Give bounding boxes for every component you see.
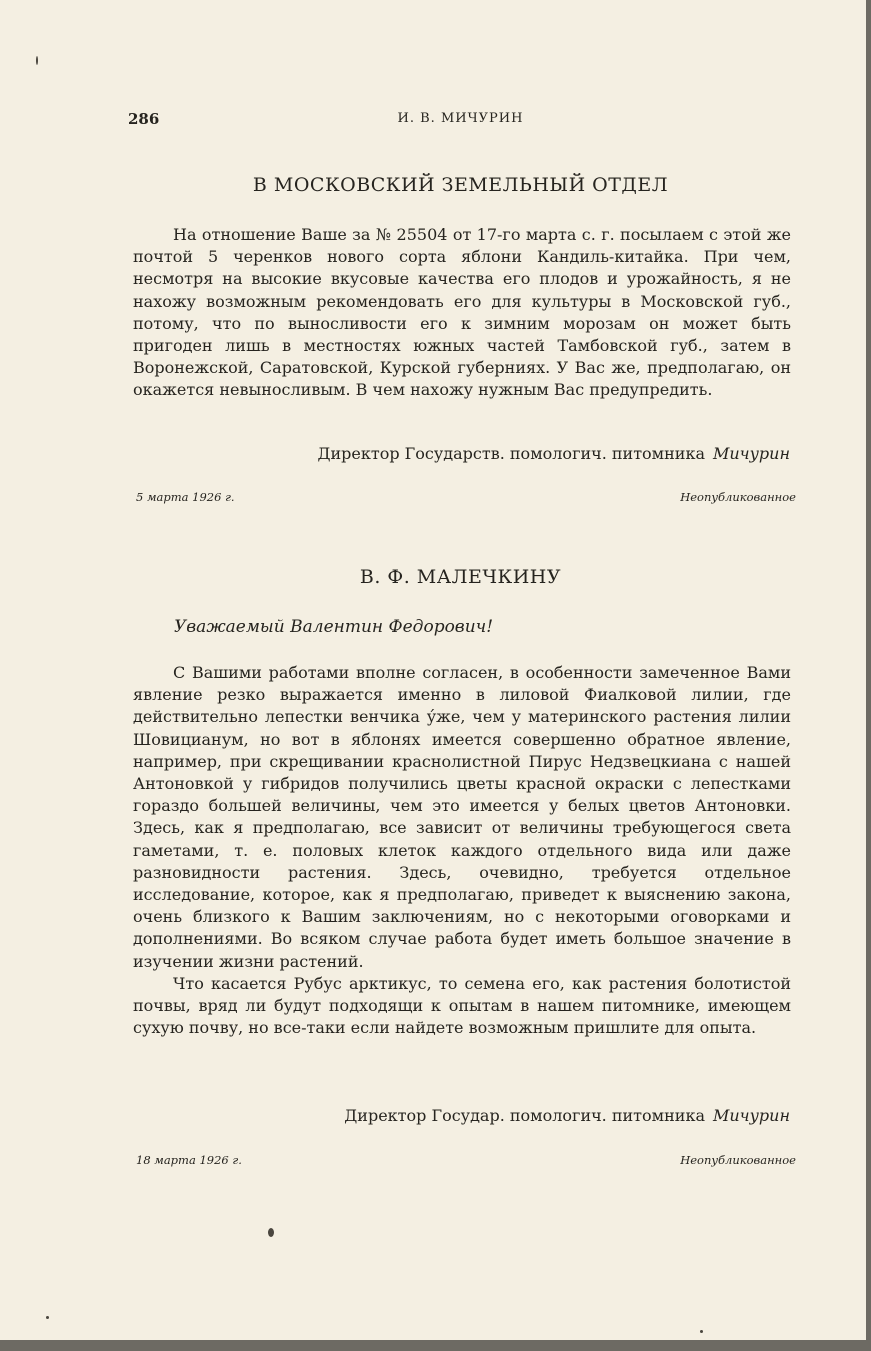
letter-1-signature-title: Директор Государств. помологич. питомника (317, 444, 705, 463)
letter-2-salutation: Уважаемый Валентин Федорович! (174, 617, 494, 637)
page-number: 286 (128, 110, 160, 128)
ink-speck (700, 1330, 703, 1333)
letter-2-meta (136, 1153, 796, 1169)
letter-1-paragraph: На отношение Ваше за № 25504 от 17-го марта с. г. посылаем с этой же почтой 5 черенков нового сорта яблони Кандиль-китайка. При чем, несмотря на высокие вкусовые качества его плодов и урожайность, я не нахожу возможным рекомендовать его для культуры в Московской губ., потому, что по выносливости его к зимним морозам он может быть пригоден лишь в местностях южных частей Тамбовской губ., затем в Воронежской, Саратовской, Курской губерниях. У Вас же, предполагаю, он окажется невыносливым. В чем нахожу нужным Вас предупредить. (133, 225, 791, 400)
letter-1-status: Неопубликованное (680, 490, 796, 504)
ink-speck (46, 1316, 49, 1319)
letter-2-signature-name: Мичурин (712, 1106, 790, 1125)
letter-1-date: 5 марта 1926 г. (136, 490, 235, 504)
letter-2-title: В. Ф. МАЛЕЧКИНУ (359, 566, 562, 588)
ink-speck (268, 1228, 274, 1237)
letter-1-body (133, 224, 791, 402)
letter-1-meta (136, 490, 796, 506)
letter-1-title: В МОСКОВСКИЙ ЗЕМЕЛЬНЫЙ ОТДЕЛ (252, 174, 669, 196)
letter-2-paragraph-2: Что касается Рубус арктикус, то семена его, как растения болотистой почвы, вряд ли будут подходящи к опытам в нашем питомнике, имеющем сухую почву, но все-таки если найдете возможным пришлите для опыта. (133, 973, 791, 1038)
running-head: И. В. МИЧУРИН (397, 111, 524, 126)
letter-2-paragraph-1: С Вашими работами вполне согласен, в особенности замеченное Вами явление резко выражается именно в лиловой Фиалковой лилии, где действительно лепестки венчика у́же, чем у материнского растения лилии Шовицианум, но вот в яблонях имеется совершенно обратное явление, например, при скрещивании краснолистной Пирус Недзвецкиана с нашей Антоновкой у гибридов получились цветы красной окраски с лепестками гораздо большей величины, чем это имеется у белых цветов Антоновки. Здесь, как я предполагаю, все зависит от величины требующегося света гаметами, т. е. половых клеток каждого отдельного вида или даже разновидности растения. Здесь, очевидно, требуется отдельное исследование, которое, как я предполагаю, приведет к выяснению закона, очень близкого к Вашим заключениям, но с некоторыми оговорками и дополнениями. Во всяком случае работа будет иметь большое значение в изучении жизни растений. (133, 663, 791, 971)
letter-1-signature (317, 444, 790, 463)
letter-2-body (133, 662, 791, 1039)
page-header (128, 110, 793, 132)
letter-2-signature-title: Директор Государ. помологич. питомника (344, 1106, 705, 1125)
letter-1-signature-name: Мичурин (712, 444, 790, 463)
letter-2-status: Неопубликованное (680, 1153, 796, 1167)
letter-2-date: 18 марта 1926 г. (136, 1153, 242, 1167)
letter-2-signature (344, 1106, 790, 1125)
ink-speck (36, 56, 38, 65)
